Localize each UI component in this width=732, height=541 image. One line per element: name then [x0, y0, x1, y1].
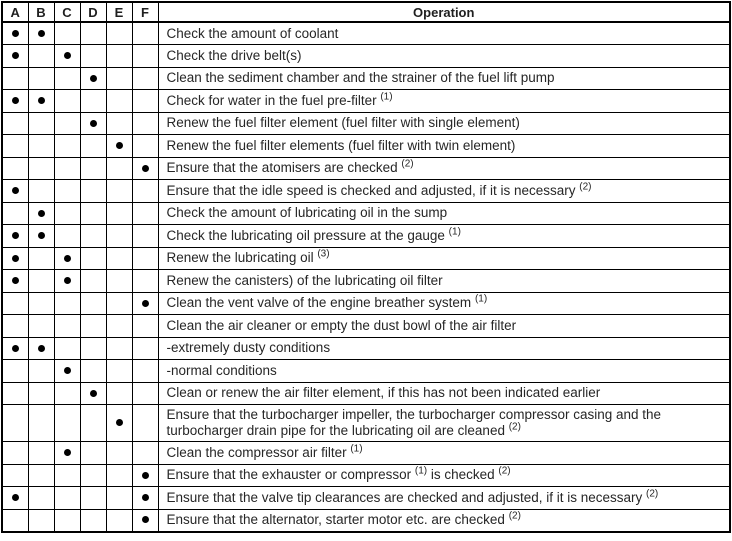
bullet-icon: [64, 255, 71, 262]
table-row: [2, 315, 730, 338]
table-row: [2, 90, 730, 113]
mark-cell-c: [54, 45, 80, 68]
mark-cell-b: [28, 442, 54, 465]
table-row: [2, 202, 730, 225]
mark-cell-a: [2, 509, 28, 532]
bullet-icon: [90, 120, 97, 127]
mark-cell-c: [54, 67, 80, 90]
operation-cell: [158, 315, 730, 338]
mark-cell-a: [2, 90, 28, 113]
operation-text: Clean the air cleaner or empty the dust bowl of the air filter: [166, 317, 517, 333]
mark-cell-e: [106, 67, 132, 90]
operation-text: Ensure that the turbocharger impeller, the turbocharger compressor casing and the turbocharger drain pipe for the lubricating oil are cleaned: [166, 407, 662, 438]
mark-cell-d: [80, 442, 106, 465]
bullet-icon: [142, 494, 149, 501]
column-header-b: B: [28, 2, 54, 22]
mark-cell-d: [80, 405, 106, 442]
mark-cell-b: [28, 157, 54, 180]
mark-cell-f: [132, 405, 158, 442]
operation-cell: [158, 112, 730, 135]
operation-text: Renew the canisters) of the lubricating oil filter: [166, 272, 443, 288]
table-row: [2, 180, 730, 203]
mark-cell-b: [28, 135, 54, 158]
mark-cell-f: [132, 135, 158, 158]
mark-cell-b: [28, 202, 54, 225]
mark-cell-d: [80, 247, 106, 270]
mark-cell-a: [2, 157, 28, 180]
mark-cell-f: [132, 337, 158, 360]
mark-cell-a: [2, 270, 28, 293]
bullet-icon: [64, 367, 71, 374]
mark-cell-d: [80, 487, 106, 510]
operation-cell: [158, 180, 730, 203]
operation-cell: [158, 157, 730, 180]
mark-cell-e: [106, 22, 132, 45]
mark-cell-d: [80, 225, 106, 248]
mark-cell-c: [54, 382, 80, 405]
bullet-icon: [90, 390, 97, 397]
table-row: [2, 360, 730, 383]
mark-cell-c: [54, 22, 80, 45]
bullet-icon: [38, 210, 45, 217]
mark-cell-a: [2, 382, 28, 405]
mark-cell-e: [106, 247, 132, 270]
mark-cell-d: [80, 112, 106, 135]
table-row: [2, 22, 730, 45]
mark-cell-c: [54, 202, 80, 225]
mark-cell-c: [54, 337, 80, 360]
mark-cell-d: [80, 180, 106, 203]
mark-cell-c: [54, 90, 80, 113]
mark-cell-b: [28, 67, 54, 90]
mark-cell-d: [80, 292, 106, 315]
mark-cell-b: [28, 487, 54, 510]
footnote-superscript: (1): [474, 293, 488, 305]
table-row: [2, 67, 730, 90]
mark-cell-f: [132, 112, 158, 135]
table-row: [2, 382, 730, 405]
operation-cell: [158, 202, 730, 225]
mark-cell-a: [2, 337, 28, 360]
mark-cell-e: [106, 405, 132, 442]
mark-cell-c: [54, 315, 80, 338]
mark-cell-f: [132, 292, 158, 315]
mark-cell-b: [28, 337, 54, 360]
mark-cell-e: [106, 112, 132, 135]
mark-cell-c: [54, 270, 80, 293]
column-header-c: C: [54, 2, 80, 22]
operation-cell: [158, 67, 730, 90]
mark-cell-f: [132, 22, 158, 45]
mark-cell-d: [80, 45, 106, 68]
bullet-icon: [12, 52, 19, 59]
table-row: [2, 112, 730, 135]
mark-cell-d: [80, 337, 106, 360]
mark-cell-f: [132, 157, 158, 180]
mark-cell-f: [132, 509, 158, 532]
mark-cell-a: [2, 225, 28, 248]
bullet-icon: [12, 97, 19, 104]
mark-cell-a: [2, 45, 28, 68]
mark-cell-c: [54, 157, 80, 180]
table-row: [2, 292, 730, 315]
operation-text: Renew the lubricating oil: [166, 250, 318, 266]
footnote-superscript: (2): [508, 421, 521, 433]
mark-cell-c: [54, 247, 80, 270]
bullet-icon: [90, 75, 97, 82]
mark-cell-e: [106, 90, 132, 113]
table-row: [2, 405, 730, 442]
operation-cell: [158, 247, 730, 270]
mark-cell-f: [132, 45, 158, 68]
footnote-superscript: (1): [380, 91, 393, 103]
mark-cell-b: [28, 112, 54, 135]
footnote-superscript: (1): [350, 443, 363, 455]
mark-cell-a: [2, 464, 28, 487]
operation-cell: [158, 360, 730, 383]
mark-cell-f: [132, 270, 158, 293]
operation-cell: [158, 509, 730, 532]
mark-cell-f: [132, 180, 158, 203]
bullet-icon: [12, 30, 19, 37]
mark-cell-f: [132, 464, 158, 487]
operation-cell: [158, 382, 730, 405]
maintenance-schedule-table: [1, 1, 731, 533]
column-header-a: A: [2, 2, 28, 22]
mark-cell-c: [54, 180, 80, 203]
mark-cell-a: [2, 202, 28, 225]
mark-cell-a: [2, 487, 28, 510]
mark-cell-b: [28, 509, 54, 532]
bullet-icon: [142, 472, 149, 479]
operation-cell: [158, 90, 730, 113]
mark-cell-e: [106, 45, 132, 68]
mark-cell-c: [54, 405, 80, 442]
mark-cell-c: [54, 360, 80, 383]
mark-cell-d: [80, 202, 106, 225]
mark-cell-c: [54, 225, 80, 248]
operation-cell: [158, 442, 730, 465]
operation-text: Clean the sediment chamber and the strainer of the fuel lift pump: [166, 70, 555, 86]
footnote-superscript: (2): [401, 158, 414, 170]
mark-cell-e: [106, 337, 132, 360]
bullet-icon: [12, 255, 19, 262]
bullet-icon: [64, 277, 71, 284]
mark-cell-c: [54, 442, 80, 465]
operation-text: Clean the vent valve of the engine breather system: [166, 295, 475, 311]
operation-text: Ensure that the alternator, starter motor etc. are checked: [166, 512, 509, 527]
operation-text: Check for water in the fuel pre-filter: [166, 92, 381, 108]
mark-cell-a: [2, 22, 28, 45]
mark-cell-a: [2, 315, 28, 338]
operation-text: Renew the fuel filter element (fuel filter with single element): [166, 115, 520, 131]
mark-cell-d: [80, 67, 106, 90]
footnote-superscript: (2): [498, 465, 511, 477]
bullet-icon: [142, 165, 149, 172]
table-row: [2, 337, 730, 360]
bullet-icon: [38, 30, 45, 37]
operation-text: Check the amount of coolant: [166, 25, 339, 41]
footnote-superscript: (3): [317, 248, 330, 260]
mark-cell-b: [28, 315, 54, 338]
mark-cell-e: [106, 225, 132, 248]
column-header-e: E: [106, 2, 132, 22]
operation-text: -extremely dusty conditions: [166, 340, 331, 356]
bullet-icon: [116, 142, 123, 149]
footnote-superscript: (2): [646, 488, 659, 500]
bullet-icon: [12, 345, 19, 352]
mark-cell-c: [54, 464, 80, 487]
mark-cell-a: [2, 180, 28, 203]
operation-text: Clean or renew the air filter element, if this has not been indicated earlier: [166, 385, 601, 401]
mark-cell-e: [106, 487, 132, 510]
mark-cell-b: [28, 382, 54, 405]
bullet-icon: [116, 419, 123, 426]
bullet-icon: [12, 494, 19, 501]
operation-cell: [158, 337, 730, 360]
footnote-superscript: (2): [508, 510, 521, 522]
mark-cell-c: [54, 135, 80, 158]
table-row: [2, 135, 730, 158]
bullet-icon: [64, 52, 71, 59]
mark-cell-d: [80, 509, 106, 532]
mark-cell-f: [132, 315, 158, 338]
bullet-icon: [12, 187, 19, 194]
operation-cell: [158, 135, 730, 158]
column-header-operation: Operation: [158, 2, 730, 22]
mark-cell-e: [106, 509, 132, 532]
operation-cell: [158, 464, 730, 487]
mark-cell-e: [106, 157, 132, 180]
operation-cell: [158, 292, 730, 315]
mark-cell-e: [106, 270, 132, 293]
table-row: [2, 487, 730, 510]
mark-cell-d: [80, 22, 106, 45]
table-body: [2, 22, 730, 532]
table-row: [2, 270, 730, 293]
bullet-icon: [38, 97, 45, 104]
operation-cell: [158, 405, 730, 442]
mark-cell-e: [106, 202, 132, 225]
mark-cell-b: [28, 247, 54, 270]
operation-text: Clean the compressor air filter: [166, 444, 351, 460]
footnote-superscript: (1): [448, 226, 461, 238]
mark-cell-a: [2, 292, 28, 315]
table-row: [2, 157, 730, 180]
mark-cell-a: [2, 405, 28, 442]
column-header-f: F: [132, 2, 158, 22]
table-row: [2, 464, 730, 487]
operation-text: Ensure that the idle speed is checked and adjusted, if it is necessary: [166, 182, 580, 198]
mark-cell-a: [2, 67, 28, 90]
operation-text: Renew the fuel filter elements (fuel filter with twin element): [166, 137, 516, 153]
operation-text: Check the amount of lubricating oil in the sump: [166, 205, 448, 221]
table-row: [2, 45, 730, 68]
mark-cell-d: [80, 90, 106, 113]
operation-cell: [158, 225, 730, 248]
mark-cell-d: [80, 135, 106, 158]
mark-cell-d: [80, 464, 106, 487]
footnote-superscript: (2): [579, 181, 592, 193]
operation-text: is checked: [427, 467, 499, 483]
mark-cell-d: [80, 360, 106, 383]
bullet-icon: [12, 232, 19, 239]
mark-cell-e: [106, 360, 132, 383]
bullet-icon: [38, 232, 45, 239]
mark-cell-e: [106, 382, 132, 405]
table-row: [2, 509, 730, 532]
mark-cell-e: [106, 135, 132, 158]
table-row: [2, 442, 730, 465]
mark-cell-b: [28, 45, 54, 68]
mark-cell-f: [132, 247, 158, 270]
header-row: [2, 2, 730, 22]
operation-text: Check the lubricating oil pressure at the gauge: [166, 227, 449, 243]
mark-cell-d: [80, 382, 106, 405]
mark-cell-e: [106, 292, 132, 315]
mark-cell-d: [80, 157, 106, 180]
table-row: [2, 225, 730, 248]
bullet-icon: [12, 277, 19, 284]
mark-cell-a: [2, 247, 28, 270]
mark-cell-f: [132, 225, 158, 248]
mark-cell-a: [2, 442, 28, 465]
mark-cell-f: [132, 90, 158, 113]
mark-cell-f: [132, 360, 158, 383]
mark-cell-c: [54, 487, 80, 510]
operation-text: -normal conditions: [166, 362, 277, 378]
mark-cell-e: [106, 464, 132, 487]
bullet-icon: [64, 449, 71, 456]
mark-cell-d: [80, 270, 106, 293]
mark-cell-f: [132, 382, 158, 405]
mark-cell-b: [28, 464, 54, 487]
mark-cell-b: [28, 360, 54, 383]
mark-cell-b: [28, 292, 54, 315]
operation-cell: [158, 487, 730, 510]
bullet-icon: [142, 300, 149, 307]
operation-text: Ensure that the exhauster or compressor: [166, 467, 415, 483]
mark-cell-a: [2, 360, 28, 383]
mark-cell-f: [132, 487, 158, 510]
mark-cell-c: [54, 292, 80, 315]
mark-cell-f: [132, 67, 158, 90]
mark-cell-a: [2, 112, 28, 135]
mark-cell-b: [28, 90, 54, 113]
operation-cell: [158, 22, 730, 45]
mark-cell-e: [106, 315, 132, 338]
mark-cell-b: [28, 22, 54, 45]
mark-cell-b: [28, 270, 54, 293]
mark-cell-e: [106, 442, 132, 465]
operation-text: Ensure that the atomisers are checked: [166, 160, 402, 176]
mark-cell-b: [28, 225, 54, 248]
operation-cell: [158, 270, 730, 293]
mark-cell-c: [54, 509, 80, 532]
mark-cell-a: [2, 135, 28, 158]
footnote-superscript: (1): [414, 465, 428, 477]
table-row: [2, 247, 730, 270]
bullet-icon: [38, 345, 45, 352]
bullet-icon: [142, 516, 149, 523]
mark-cell-f: [132, 442, 158, 465]
operation-text: Check the drive belt(s): [166, 47, 302, 63]
mark-cell-f: [132, 202, 158, 225]
mark-cell-c: [54, 112, 80, 135]
mark-cell-d: [80, 315, 106, 338]
mark-cell-b: [28, 405, 54, 442]
operation-cell: [158, 45, 730, 68]
column-header-d: D: [80, 2, 106, 22]
operation-text: Ensure that the valve tip clearances are checked and adjusted, if it is necessary: [166, 489, 647, 505]
mark-cell-b: [28, 180, 54, 203]
mark-cell-e: [106, 180, 132, 203]
